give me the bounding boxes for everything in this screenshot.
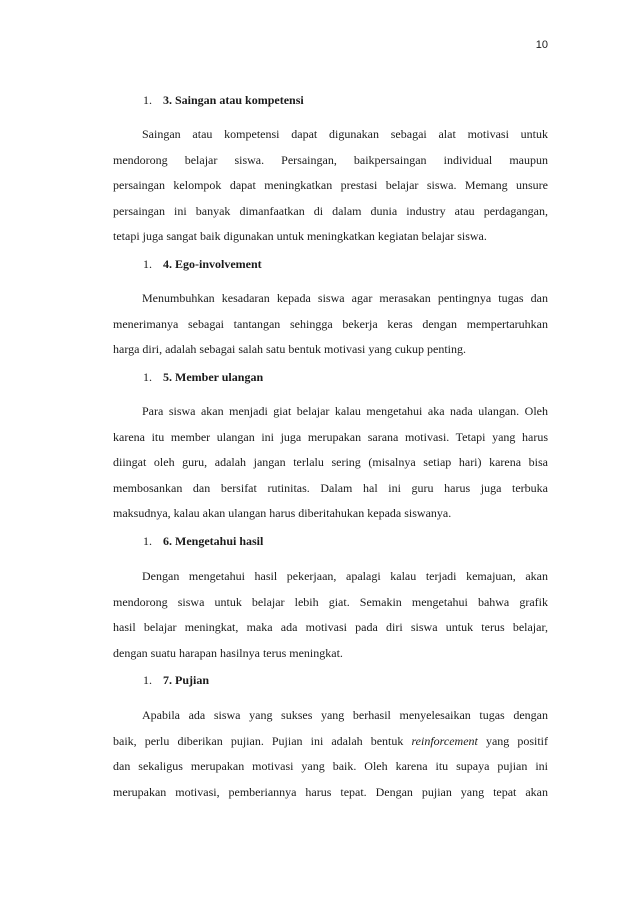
section-heading-member-ulangan	[143, 369, 263, 385]
heading-title: 6. Mengetahui hasil	[163, 534, 264, 548]
paragraph-line	[113, 729, 548, 755]
paragraph-line: hasil belajar meningkat, maka ada motivasi pada diri siswa untuk terus belajar,	[113, 620, 548, 635]
heading-number: 1.	[143, 370, 152, 384]
paragraph-line: merupakan motivasi, pemberiannya harus tepat. Dengan pujian yang tepat akan	[113, 784, 548, 799]
text-run: baik, perlu diberikan pujian. Pujian ini adalah bentuk	[113, 733, 412, 748]
heading-title: 7. Pujian	[163, 673, 210, 687]
paragraph-line: persaingan kelompok dapat meningkatkan prestasi belajar siswa. Memang unsure	[113, 178, 548, 193]
paragraph-line: diingat oleh guru, adalah jangan terlalu sering (misalnya setiap hari) karena bisa	[113, 455, 548, 470]
section-heading-saingan	[143, 92, 304, 108]
heading-number: 1.	[143, 673, 152, 687]
section-heading-ego-involvement	[143, 256, 262, 272]
paragraph-ego-involvement	[113, 286, 548, 363]
paragraph-line: Dengan mengetahui hasil pekerjaan, apalagi kalau terjadi kemajuan, akan	[142, 569, 548, 583]
paragraph-line: menerimanya sebagai tantangan sehingga bekerja keras dengan mempertaruhkan	[113, 316, 548, 331]
paragraph-line: Saingan atau kompetensi dapat digunakan sebagai alat motivasi untuk	[142, 127, 548, 141]
italic-term: reinforcement	[411, 733, 478, 748]
paragraph-mengetahui-hasil	[113, 564, 548, 666]
heading-title: 5. Member ulangan	[163, 370, 264, 384]
paragraph-line: Apabila ada siswa yang sukses yang berhasil menyelesaikan tugas dengan	[142, 708, 548, 722]
paragraph-line: persaingan ini banyak dimanfaatkan di dalam dunia industry atau perdagangan,	[113, 203, 548, 218]
paragraph-line: Para siswa akan menjadi giat belajar kalau mengetahui aka nada ulangan. Oleh	[142, 404, 548, 418]
page-number: 10	[535, 39, 548, 51]
paragraph-line: Menumbuhkan kesadaran kepada siswa agar merasakan pentingnya tugas dan	[142, 291, 548, 305]
paragraph-member-ulangan	[113, 399, 548, 527]
heading-number: 1.	[143, 534, 152, 548]
section-heading-mengetahui-hasil	[143, 533, 263, 549]
heading-title: 3. Saingan atau kompetensi	[163, 93, 304, 107]
heading-title: 4. Ego-involvement	[163, 257, 262, 271]
paragraph-line: maksudnya, kalau akan ulangan harus diberitahukan kepada siswanya.	[113, 506, 452, 521]
section-heading-pujian	[143, 672, 209, 688]
paragraph-line: mendorong belajar siswa. Persaingan, baikpersaingan individual maupun	[113, 152, 548, 167]
paragraph-line: mendorong siswa untuk belajar lebih giat. Semakin mengetahui bahwa grafik	[113, 594, 548, 609]
text-run: yang positif	[477, 733, 548, 748]
paragraph-line: karena itu member ulangan ini juga merupakan sarana motivasi. Tetapi yang harus	[113, 429, 548, 444]
paragraph-line: dengan suatu harapan hasilnya terus meningkat.	[113, 645, 343, 660]
paragraph-line: membosankan dan bersifat rutinitas. Dalam hal ini guru harus juga terbuka	[113, 480, 548, 495]
paragraph-line: harga diri, adalah sebagai salah satu bentuk motivasi yang cukup penting.	[113, 342, 467, 357]
paragraph-line: tetapi juga sangat baik digunakan untuk meningkatkan kegiatan belajar siswa.	[113, 229, 487, 244]
heading-number: 1.	[143, 93, 152, 107]
paragraph-saingan	[113, 122, 548, 250]
paragraph-line: dan sekaligus merupakan motivasi yang baik. Oleh karena itu supaya pujian ini	[113, 759, 548, 774]
paragraph-pujian	[113, 703, 548, 805]
heading-number: 1.	[143, 257, 152, 271]
